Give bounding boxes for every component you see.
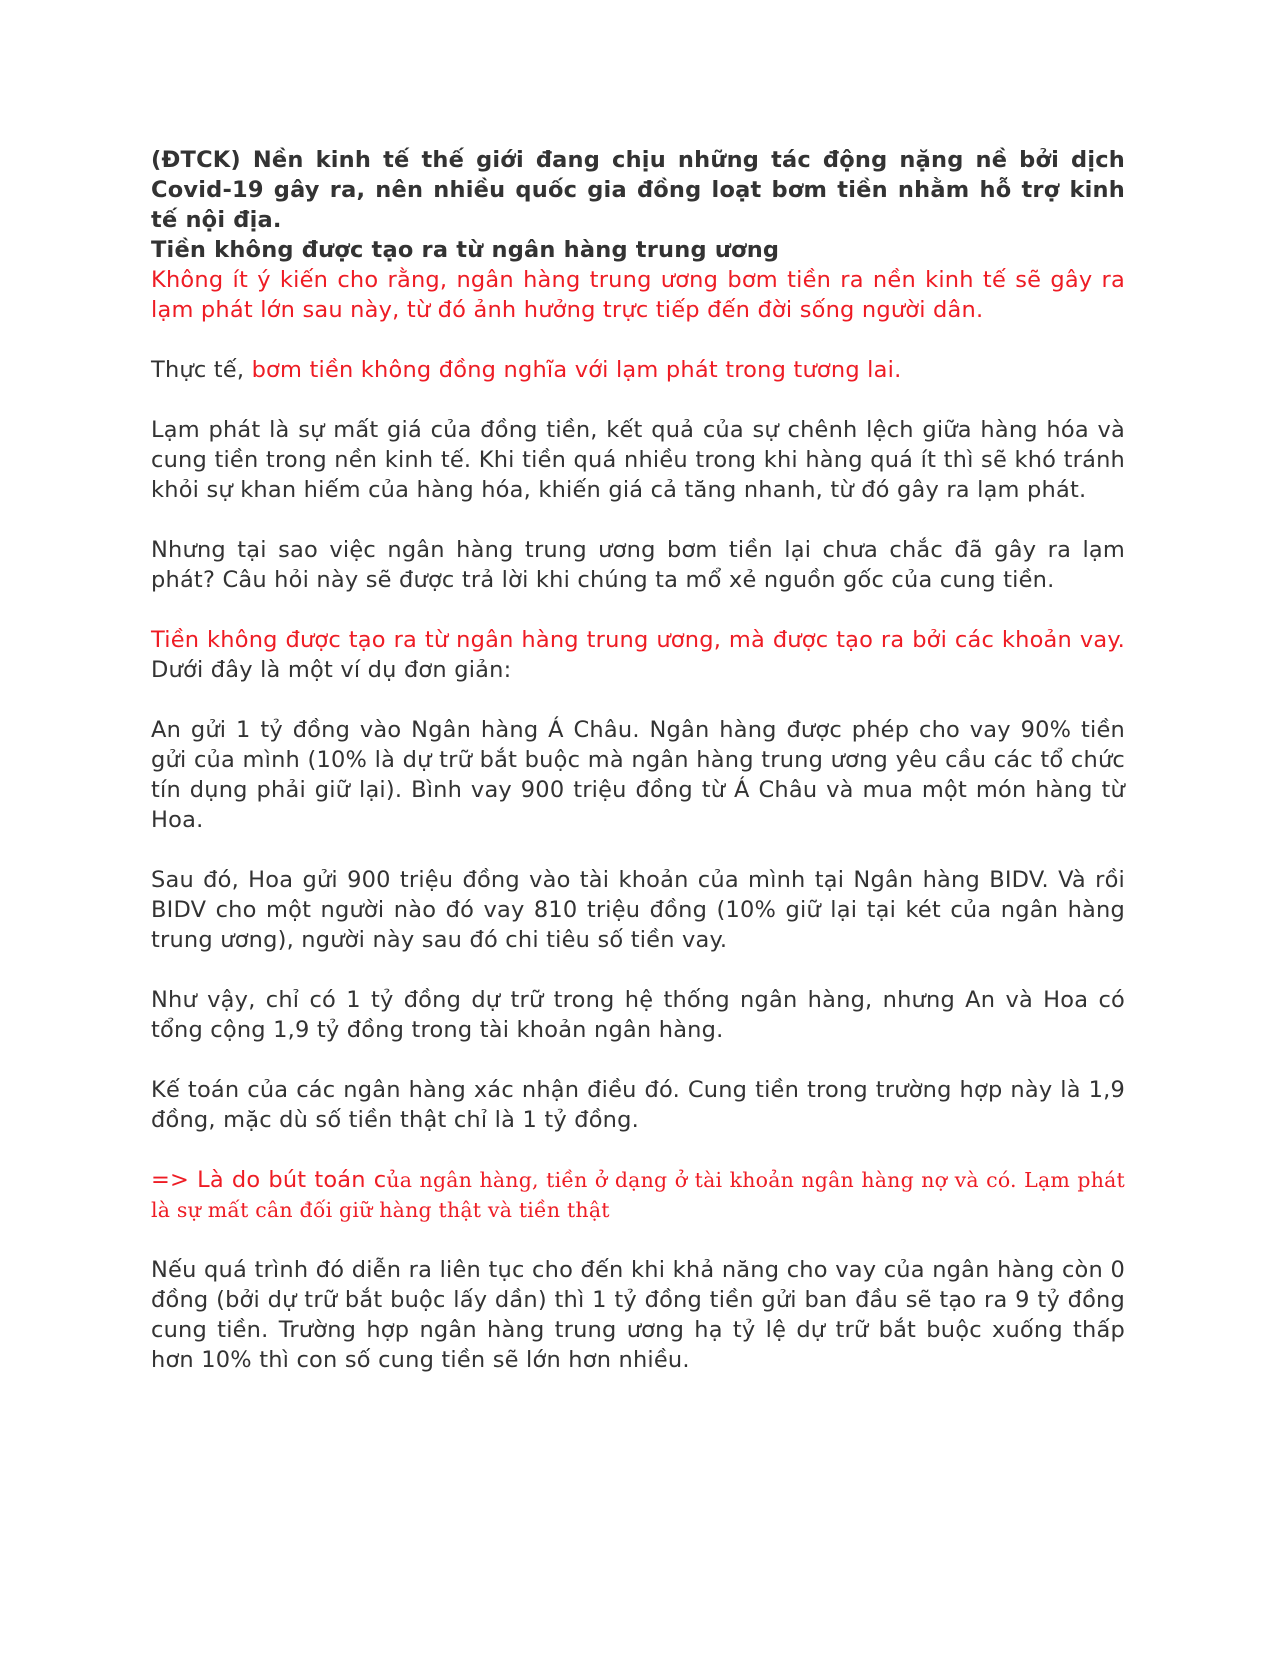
khoan-vay-rest: Dưới đây là một ví dụ đơn giản:: [151, 657, 512, 683]
paragraph-neu: Nếu quá trình đó diễn ra liên tục cho đến khi khả năng cho vay của ngân hàng còn 0 đồng (bởi dự trữ bắt buộc lấy dần) thì 1 tỷ đồng tiền gửi ban đầu sẽ tạo ra 9 tỷ đồng cung tiền. Trường hợp ngân hàng trung ương hạ tỷ lệ dự trữ bắt buộc xuống thấp hơn 10% thì con số cung tiền sẽ lớn hơn nhiều.: [151, 1257, 1125, 1373]
thuc-te-highlight: bơm tiền không đồng nghĩa với lạm phát trong tương lai.: [251, 357, 902, 383]
paragraph-thuc-te: [151, 355, 1125, 385]
article-lead: (ĐTCK) Nền kinh tế thế giới đang chịu những tác động nặng nề bởi dịch Covid-19 gây ra, nên nhiều quốc gia đồng loạt bơm tiền nhằm hỗ trợ kinh tế nội địa.: [151, 147, 1125, 233]
paragraph-lam-phat: Lạm phát là sự mất giá của đồng tiền, kết quả của sự chênh lệch giữa hàng hóa và cung tiền trong nền kinh tế. Khi tiền quá nhiều trong khi hàng quá ít thì sẽ khó tránh khỏi sự khan hiếm của hàng hóa, khiến giá cả tăng nhanh, từ đó gây ra lạm phát.: [151, 417, 1125, 503]
conclusion-sans: => Là do bút toán c: [151, 1167, 387, 1193]
paragraph-khoan-vay: [151, 625, 1125, 685]
paragraph-example-an: An gửi 1 tỷ đồng vào Ngân hàng Á Châu. Ngân hàng được phép cho vay 90% tiền gửi của mình (10% là dự trữ bắt buộc mà ngân hàng trung ương yêu cầu các tổ chức tín dụng phải giữ lại). Bình vay 900 triệu đồng từ Á Châu và mua một món hàng từ Hoa.: [151, 717, 1125, 833]
khoan-vay-highlight: Tiền không được tạo ra từ ngân hàng trung ương, mà được tạo ra bởi các khoản vay.: [151, 627, 1125, 653]
paragraph-question: Nhưng tại sao việc ngân hàng trung ương bơm tiền lại chưa chắc đã gây ra lạm phát? Câu hỏi này sẽ được trả lời khi chúng ta mổ xẻ nguồn gốc của cung tiền.: [151, 537, 1125, 593]
paragraph-nhu-vay: Như vậy, chỉ có 1 tỷ đồng dự trữ trong hệ thống ngân hàng, nhưng An và Hoa có tổng cộng 1,9 tỷ đồng trong tài khoản ngân hàng.: [151, 987, 1125, 1043]
thuc-te-lead: Thực tế,: [151, 357, 252, 383]
conclusion-serif: ủa ngân hàng, tiền ở dạng ở tài khoản ngân hàng nợ và có. Lạm phát là sự mất cân đối giữ hàng thật và tiền thật: [151, 1168, 1125, 1222]
paragraph-ke-toan: Kế toán của các ngân hàng xác nhận điều đó. Cung tiền trong trường hợp này là 1,9 đồng, mặc dù số tiền thật chỉ là 1 tỷ đồng.: [151, 1077, 1125, 1133]
document-page: [151, 145, 1125, 1375]
intro-paragraph: Không ít ý kiến cho rằng, ngân hàng trung ương bơm tiền ra nền kinh tế sẽ gây ra lạm phát lớn sau này, từ đó ảnh hưởng trực tiếp đến đời sống người dân.: [151, 267, 1125, 323]
paragraph-conclusion: [151, 1165, 1125, 1225]
article-subheading: Tiền không được tạo ra từ ngân hàng trung ương: [151, 237, 780, 263]
paragraph-example-hoa: Sau đó, Hoa gửi 900 triệu đồng vào tài khoản của mình tại Ngân hàng BIDV. Và rồi BIDV cho một người nào đó vay 810 triệu đồng (10% giữ lại tại két của ngân hàng trung ương), người này sau đó chi tiêu số tiền vay.: [151, 867, 1125, 953]
